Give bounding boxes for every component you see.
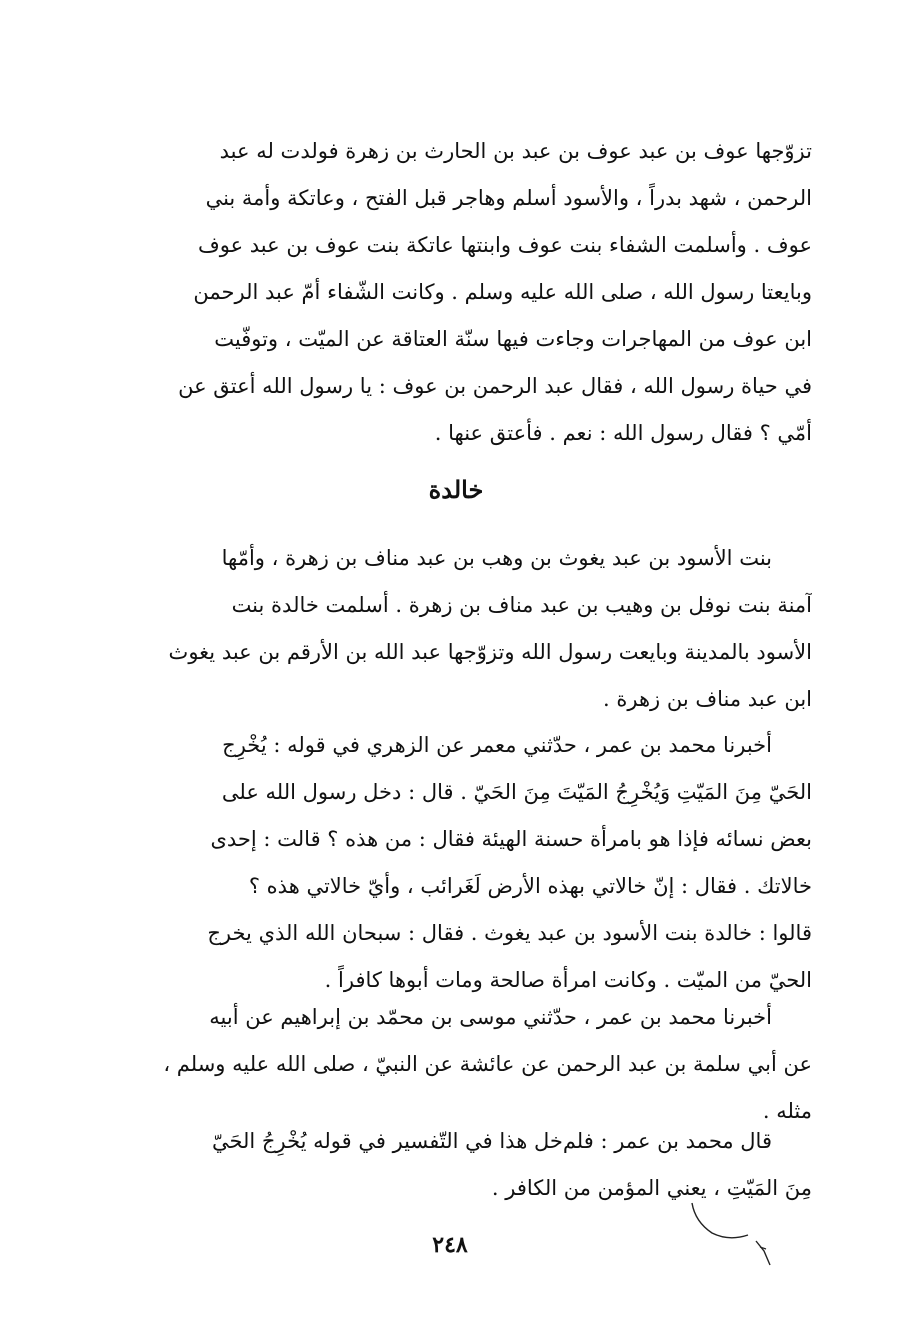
text-line: أخبرنا محمد بن عمر ، حدّثني معمر عن الزهري في قوله : يُخْرِج — [222, 733, 772, 757]
text-line: الحيّ من الميّت . وكانت امرأة صالحة ومات أبوها كافراً . — [324, 968, 812, 992]
text-line: الرحمن ، شهد بدراً ، والأسود أسلم وهاجر قبل الفتح ، وعاتكة وأمة بني — [205, 186, 812, 210]
text-line: تزوّجها عوف بن عبد عوف بن عبد بن الحارث بن زهرة فولدت له عبد — [219, 139, 812, 163]
text-line: الحَيّ مِنَ المَيّتِ وَيُخْرِجُ المَيّتَ مِنَ الحَيّ . قال : دخل رسول الله على — [221, 780, 812, 804]
text-line: مثله . — [762, 1099, 812, 1123]
text-line: عوف . وأسلمت الشفاء بنت عوف وابنتها عاتكة بنت عوف بن عبد عوف — [197, 233, 812, 257]
page-number: ٢٤٨ — [432, 1232, 468, 1258]
text-line: آمنة بنت نوفل بن وهيب بن عبد مناف بن زهرة . أسلمت خالدة بنت — [231, 593, 812, 617]
paragraph-4 — [100, 994, 812, 1135]
text-line: بعض نسائه فإذا هو بامرأة حسنة الهيئة فقال : من هذه ؟ قالت : إحدى — [210, 827, 812, 851]
paragraph-1 — [100, 128, 812, 457]
text-line: مِنَ المَيّتِ ، يعني المؤمن من الكافر . — [491, 1176, 812, 1200]
text-line: أخبرنا محمد بن عمر ، حدّثني موسى بن محمّد بن إبراهيم عن أبيه — [209, 1005, 772, 1029]
text-line: ابن عوف من المهاجرات وجاءت فيها سنّة العتاقة عن الميّت ، وتوفّيت — [214, 327, 812, 351]
text-line: أمّي ؟ فقال رسول الله : نعم . فأعتق عنها . — [434, 421, 812, 445]
text-line: وبايعتا رسول الله ، صلى الله عليه وسلم . وكانت الشّفاء أمّ عبد الرحمن — [193, 280, 812, 304]
text-line: قالوا : خالدة بنت الأسود بن عبد يغوث . فقال : سبحان الله الذي يخرج — [207, 921, 812, 945]
section-heading: خالدة — [428, 475, 484, 504]
text-line: قال محمد بن عمر : فلم‌خل هذا في التّفسير في قوله يُخْرِجُ الحَيّ — [211, 1129, 772, 1153]
text-line: الأسود بالمدينة وبايعت رسول الله وتزوّجها عبد الله بن الأرقم بن عبد يغوث — [168, 640, 812, 664]
text-line: بنت الأسود بن عبد يغوث بن وهب بن عبد مناف بن زهرة ، وأمّها — [221, 546, 772, 570]
text-line: عن أبي سلمة بن عبد الرحمن عن عائشة عن النبيّ ، صلى الله عليه وسلم ، — [163, 1052, 812, 1076]
paragraph-2 — [100, 535, 812, 723]
text-line: في حياة رسول الله ، فقال عبد الرحمن بن عوف : يا رسول الله أعتق عن — [178, 374, 812, 398]
paragraph-3 — [100, 722, 812, 1004]
text-line: خالاتك . فقال : إنّ خالاتي بهذه الأرض لَغَرائب ، وأيّ خالاتي هذه ؟ — [248, 874, 812, 898]
text-line: ابن عبد مناف بن زهرة . — [603, 687, 812, 711]
